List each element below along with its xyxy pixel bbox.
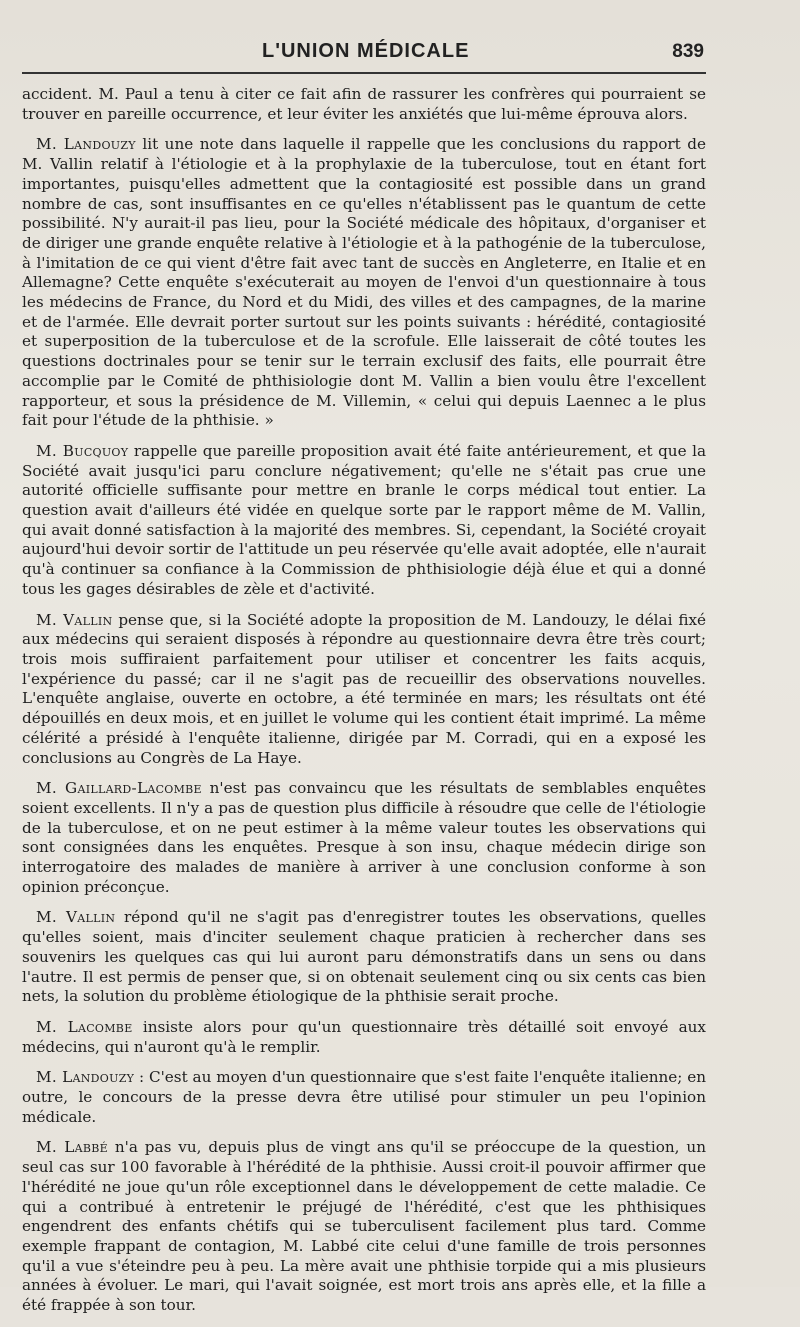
paragraph-text: pense que, si la Société adopte la proposition de M. Landouzy, le délai fixé aux médecins qui seraient disposés à répondre au questionnaire devra être très court; trois mois suffiraient parfaitement pour utiliser et concentrer les faits acquis, l'expérience du passé; car il ne s'agit pas de recueillir des observations nouvelles. L'enquête anglaise, ouverte en octobre, a été terminée en mars; les résultats ont été dépouillés en deux mois, et en juillet le volume qui les contient était imprimé. La même célérité a présidé à l'enquête italienne, dirigée par M. Corradi, qui en a exposé les conclusions au Congrès de La Haye. xyxy=(22,610,706,767)
paragraph-text: accident. M. Paul a tenu à citer ce fait afin de rassurer les confrères qui pourraient se trouver en pareille occurrence, et leur éviter les anxiétés que lui-même éprouva alors. xyxy=(22,85,706,123)
paragraph-2 xyxy=(22,442,706,600)
paragraph-text: insiste alors pour qu'un questionnaire très détaillé soit envoyé aux médecins, qui n'auront qu'à le remplir. xyxy=(22,1017,707,1056)
page-number: 839 xyxy=(672,41,704,62)
speaker-name: M. Labbé xyxy=(36,1138,108,1157)
speaker-name: M. Lacombe xyxy=(36,1017,133,1036)
paragraph-text: : C'est au moyen d'un questionnaire que s'est faite l'enquête italienne; en outre, le concours de la presse devra être utilisé pour stimuler un peu l'opinion médicale. xyxy=(22,1068,706,1126)
paragraph-text: n'a pas vu, depuis plus de vingt ans qu'il se préoccupe de la question, un seul cas sur 100 favorable à l'hérédité de la phthisie. Aussi croit-il pouvoir affirmer que l'hérédité ne joue qu'un rôle exceptionnel dans le développement de cette maladie. Ce qui a contribué à entretenir le préjugé de l'hérédité, c'est que les phthisiques engendrent des enfants chétifs qui se tuberculisent facilement plus tard. Comme exemple frappant de contagion, M. Labbé cite celui d'une famille de trois personnes qu'il a vue s'éteindre peu à peu. La mère avait une phthisie torpide qui a mis plusieurs années à évoluer. Le mari, qui l'avait soignée, est mort trois ans après elle, et la fille a été frappée à son tour. xyxy=(22,1138,706,1315)
paragraph-text: répond qu'il ne s'agit pas d'enregistrer toutes les observations, quelles qu'elles soient, mais d'inciter seulement chaque praticien à rechercher dans ses souvenirs les quelques cas qui lui auront paru démonstratifs dans un sens ou dans l'autre. Il est permis de penser que, si on obtenait seulement cinq ou six cents cas bien nets, la solution du problème étiologique de la phthisie serait proche. xyxy=(22,908,706,1006)
paragraph-4 xyxy=(22,779,706,897)
paragraph-5 xyxy=(22,908,706,1007)
paragraph-text: lit une note dans laquelle il rappelle que les conclusions du rapport de M. Vallin relatif à l'étiologie et à la prophylaxie de la tuberculose, tout en étant fort importantes, puisqu'elles admettent que la contagiosité est possible dans un grand nombre de cas, sont insuffisantes en ce qu'elles n'établissent pas le quantum de cette possibilité. N'y aurait-il pas lieu, pour la Société médicale des hôpitaux, d'organiser et de diriger une grande enquête relative à l'étiologie et à la pathogénie de la tuberculose, à l'imitation de ce qui vient d'être fait avec tant de succès en Angleterre, en Italie et en Allemagne? Cette enquête s'exécuterait au moyen de l'envoi d'un questionnaire à tous les médecins de France, du Nord et du Midi, des villes et des campagnes, de la marine et de l'armée. Elle devrait porter surtout sur les points suivants : hérédité, contagiosité et superposition de la tuberculose et de la scrofule. Elle laisserait de côté toutes les questions doctrinales pour se tenir sur le terrain exclusif des faits, elle pourrait être accomplie par le Comité de phthisiologie dont M. Vallin a bien voulu être l'excellent rapporteur, et sous la présidence de M. Villemin, « celui qui depuis Laennec a le plus fait pour l'étude de la phthisie. » xyxy=(22,135,706,430)
paragraph-text: rappelle que pareille proposition avait été faite antérieurement, et que la Société avait jusqu'ici paru conclure négativement; qu'elle ne s'était pas crue une autorité officielle suffisante pour mettre en branle le corps médical tout entier. La question avait d'ailleurs été vidée en quelque sorte par le rapport même de M. Vallin, qui avait donné satisfaction à la majorité des membres. Si, cependant, la Société croyait aujourd'hui devoir sortir de l'attitude un peu réservée qu'elle avait adoptée, elle n'aurait qu'à continuer sa confiance à la Commission de phthisiologie déjà élue et qui a donné tous les gages désirables de zèle et d'activité. xyxy=(22,441,707,598)
speaker-name: M. Bucquoy xyxy=(36,441,129,460)
header-rule xyxy=(22,72,706,74)
running-title: L'UNION MÉDICALE xyxy=(262,40,470,62)
paragraph-1 xyxy=(22,135,706,431)
speaker-name: M. Landouzy xyxy=(36,135,136,154)
paragraph-text: n'est pas convaincu que les résultats de semblables enquêtes soient excellents. Il n'y a pas de question plus difficile à résoudre que celle de l'étiologie de la tuberculose, et on ne peut estimer à la même valeur toutes les observations qui sont consignées dans les enquêtes. Presque à son insu, chaque médecin dirige son interrogatoire des malades de manière à arriver à une conclusion conforme à son opinion préconçue. xyxy=(22,779,706,896)
paragraph-6 xyxy=(22,1018,706,1057)
paragraph-8 xyxy=(22,1138,706,1315)
speaker-name: M. Vallin xyxy=(36,610,113,629)
speaker-name: M. Landouzy xyxy=(36,1068,135,1087)
speaker-name: M. Vallin xyxy=(36,908,116,927)
paragraph-3 xyxy=(22,611,706,769)
paragraph-7 xyxy=(22,1068,706,1127)
paragraph-0 xyxy=(22,85,706,124)
article-body xyxy=(22,85,706,1327)
page-header xyxy=(24,40,704,70)
speaker-name: M. Gaillard-Lacombe xyxy=(36,779,202,798)
